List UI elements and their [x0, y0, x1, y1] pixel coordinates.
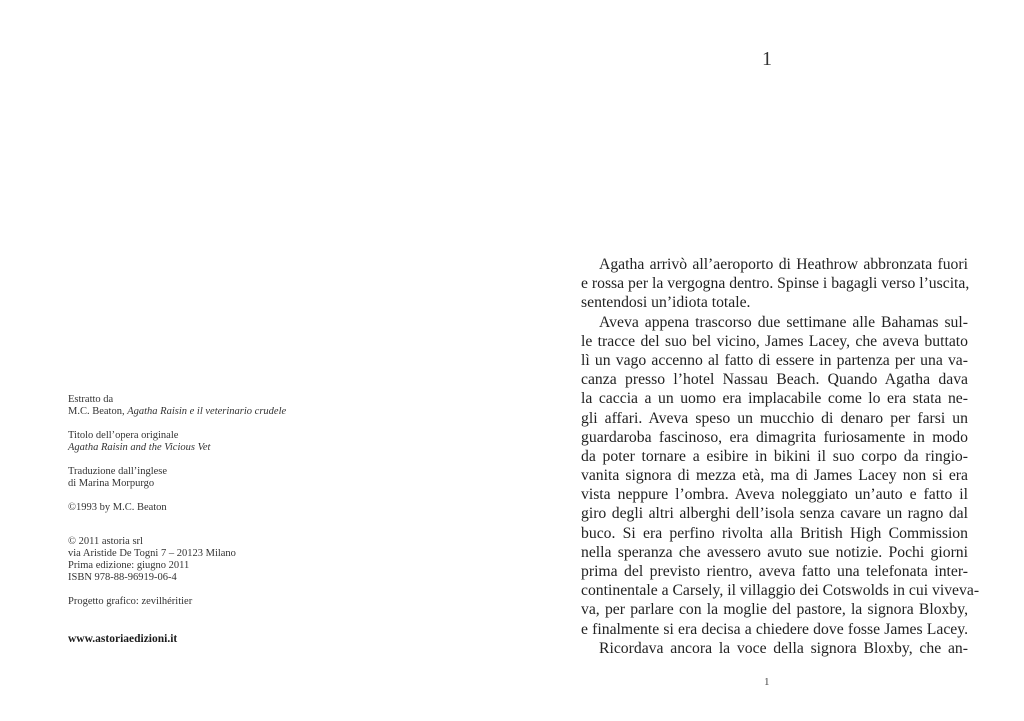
text-line: Ricordava ancora la voce della signora Bloxby, che an-	[599, 639, 968, 657]
original-title-label: Titolo dell’opera originale	[68, 430, 179, 441]
translation-info	[68, 466, 348, 490]
excerpt-author: M.C. Beaton,	[68, 406, 128, 417]
text-line: prima del previsto rientro, aveva fatto una telefonata inter-	[581, 563, 968, 580]
text-line: canza presso l’hotel Nassau Beach. Quando Agatha dava	[581, 371, 968, 389]
text-line: nella speranza che avessero avuto sue notizie. Pochi giorni	[581, 543, 968, 561]
page-number: 1	[764, 676, 770, 688]
text-line: vanita signora di mezza età, ma di James Lacey non si era	[581, 467, 968, 485]
text-line: la caccia a un uomo era implacabile come lo era stata ne-	[581, 390, 968, 408]
chapter-number: 1	[762, 48, 772, 70]
translation-label: Traduzione dall’inglese	[68, 466, 168, 477]
copyright-original: ©1993 by M.C. Beaton	[68, 502, 167, 513]
text-line: continentale a Carsely, il villaggio dei Cotswolds in cui viveva-	[581, 582, 980, 600]
original-title-info	[68, 430, 348, 454]
text-line: giro degli altri alberghi dell’isola senza cavare un ragno dal	[581, 505, 968, 523]
excerpt-title: Agatha Raisin e il veterinario crudele	[127, 406, 287, 417]
text-line: Agatha arrivò all’aeroporto di Heathrow abbronzata fuori	[599, 256, 968, 273]
text-line: le tracce del suo bel vicino, James Lacey, che aveva buttato	[581, 332, 968, 350]
excerpt-label: Estratto da	[68, 394, 114, 405]
original-title: Agatha Raisin and the Vicious Vet	[68, 442, 211, 453]
design-info	[68, 596, 348, 608]
publisher-info	[68, 536, 348, 584]
publisher-address: via Aristide De Togni 7 – 20123 Milano	[68, 548, 236, 559]
colophon	[68, 394, 348, 620]
graphic-design-credit: Progetto grafico: zevilhéritier	[68, 596, 193, 607]
edition: Prima edizione: giugno 2011	[68, 560, 190, 571]
excerpt-info	[68, 394, 348, 418]
text-line: e finalmente si era decisa a chiedere dove fosse James Lacey.	[581, 620, 968, 638]
text-line: va, per parlare con la moglie del pastore, la signora Bloxby,	[581, 601, 968, 619]
text-line: vista neppure l’ombra. Aveva noleggiato un’auto e fatto il	[581, 486, 968, 504]
text-line: Aveva appena trascorso due settimane alle Bahamas sul-	[599, 313, 968, 331]
publisher-website: www.astoriaedizioni.it	[68, 633, 178, 645]
excerpt-source	[68, 406, 348, 418]
text-line: da poter tornare a esibire in bikini il suo corpo da ringio-	[581, 447, 968, 465]
text-line: gli affari. Aveva speso un mucchio di denaro per farsi un	[581, 409, 968, 427]
text-line: sentendosi un’idiota totale.	[581, 294, 751, 312]
original-copyright	[68, 502, 348, 514]
chapter-body-text	[581, 255, 980, 658]
right-page	[512, 0, 1024, 721]
text-line: lì un vago accenno al fatto di essere in partenza per una va-	[581, 351, 968, 369]
copyright-publisher: © 2011 astoria srl	[68, 536, 143, 547]
text-line: e rossa per la vergogna dentro. Spinse i bagagli verso l’uscita,	[581, 275, 970, 293]
text-line: buco. Si era perfino rivolta alla British High Commission	[581, 524, 968, 542]
isbn: ISBN 978-88-96919-06-4	[68, 572, 177, 583]
translator: di Marina Morpurgo	[68, 478, 155, 489]
text-line: guardaroba fascinoso, era dimagrita furiosamente in modo	[581, 428, 968, 446]
